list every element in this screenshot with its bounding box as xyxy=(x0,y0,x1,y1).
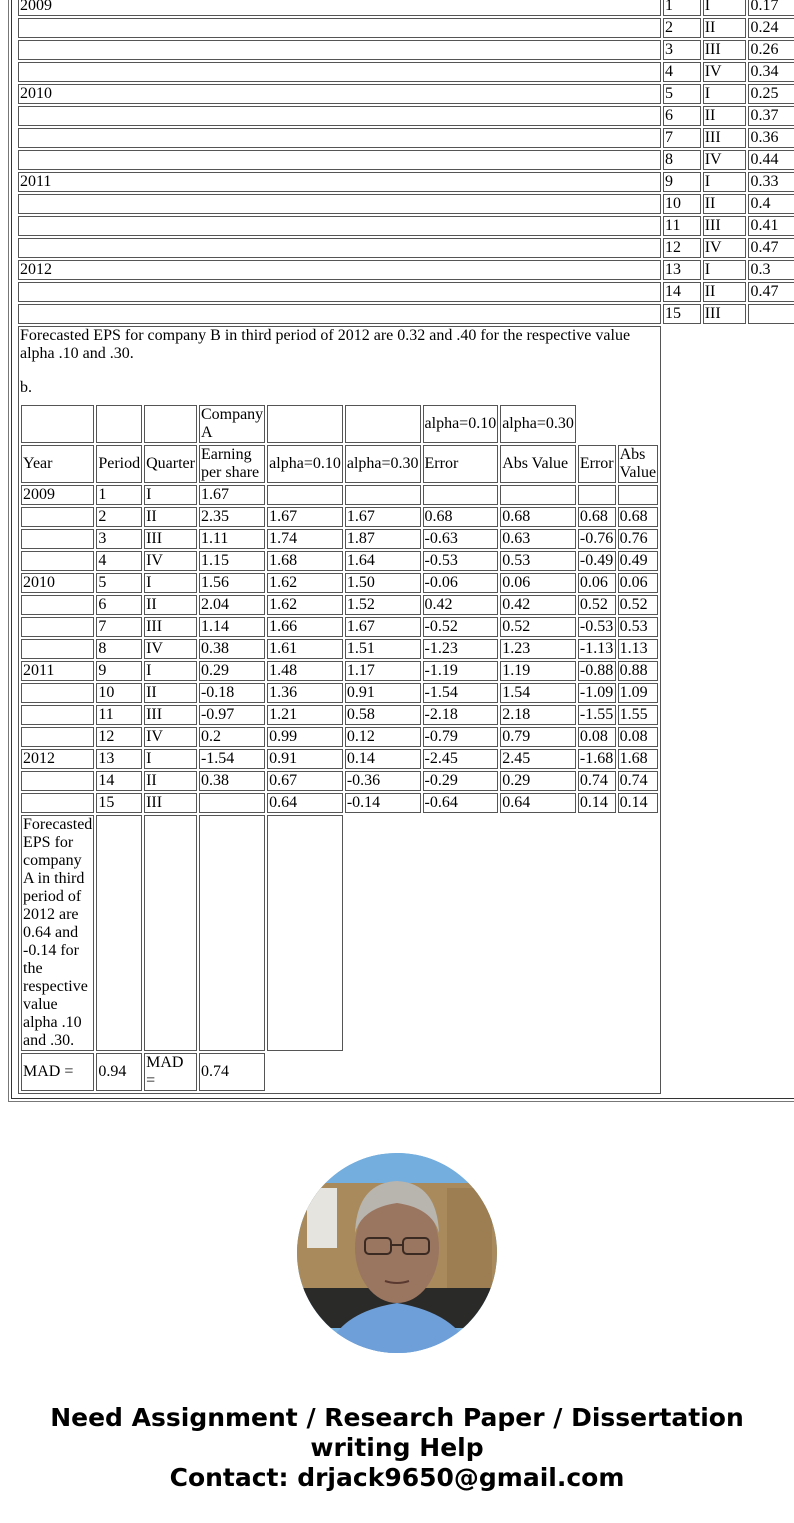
column-header-cell: Error xyxy=(578,445,616,483)
data-cell: 6 xyxy=(96,595,142,615)
data-cell: 0.42 xyxy=(500,595,576,615)
data-cell: 1.55 xyxy=(618,705,658,725)
company-a-row xyxy=(21,617,658,637)
company-a-forecast-note: Forecasted EPS for company A in third period of 2012 are 0.64 and -0.14 for the respective value alpha .10 and .30. xyxy=(23,816,93,1049)
company-a-row xyxy=(21,705,658,725)
data-cell xyxy=(21,683,94,703)
company-a-row xyxy=(21,661,658,681)
company-b-row xyxy=(18,238,794,258)
data-cell: -1.19 xyxy=(423,661,499,681)
data-cell xyxy=(21,595,94,615)
data-cell: II xyxy=(144,683,197,703)
data-cell: 0.12 xyxy=(345,727,421,747)
data-cell: 2010 xyxy=(21,573,94,593)
data-cell: 1.48 xyxy=(267,661,343,681)
data-cell: -1.68 xyxy=(578,749,616,769)
quarter-cell: III xyxy=(703,128,747,148)
data-cell: -0.88 xyxy=(578,661,616,681)
data-cell xyxy=(500,485,576,505)
company-a-row xyxy=(21,529,658,549)
mad-row xyxy=(21,1053,658,1091)
data-cell xyxy=(21,771,94,791)
data-cell: 1.66 xyxy=(267,617,343,637)
data-cell: 0.29 xyxy=(500,771,576,791)
quarter-cell: IV xyxy=(703,150,747,170)
data-cell: 0.29 xyxy=(199,661,265,681)
data-cell xyxy=(578,485,616,505)
data-cell: 2 xyxy=(96,507,142,527)
data-cell: 0.08 xyxy=(578,727,616,747)
data-cell: -0.64 xyxy=(423,793,499,813)
company-b-row xyxy=(18,40,794,60)
eps-cell: 0.3 xyxy=(748,260,794,280)
data-cell: 0.68 xyxy=(618,507,658,527)
company-a-column-header xyxy=(21,445,658,483)
eps-cell: 0.44 xyxy=(748,150,794,170)
data-cell xyxy=(618,485,658,505)
company-a-row xyxy=(21,683,658,703)
data-cell: 0.14 xyxy=(345,749,421,769)
data-cell: 0.14 xyxy=(578,793,616,813)
group-header-cell xyxy=(21,405,94,443)
data-cell: 1.68 xyxy=(618,749,658,769)
column-header-cell: alpha=0.30 xyxy=(345,445,421,483)
year-cell: 2009 xyxy=(18,0,661,16)
year-cell xyxy=(18,128,661,148)
data-cell: 0.68 xyxy=(423,507,499,527)
data-cell: 0.64 xyxy=(500,793,576,813)
company-b-row xyxy=(18,172,794,192)
data-cell: 1.14 xyxy=(199,617,265,637)
data-cell: 1.62 xyxy=(267,573,343,593)
eps-cell: 0.33 xyxy=(748,172,794,192)
data-cell: 2009 xyxy=(21,485,94,505)
column-header-cell: alpha=0.10 xyxy=(267,445,343,483)
company-a-row xyxy=(21,793,658,813)
data-cell: 0.08 xyxy=(618,727,658,747)
quarter-cell: II xyxy=(703,282,747,302)
company-b-row xyxy=(18,0,794,16)
company-a-group-header xyxy=(21,405,658,443)
company-a-note-row xyxy=(21,815,658,1051)
eps-cell: 0.4 xyxy=(748,194,794,214)
company-a-row xyxy=(21,507,658,527)
year-cell: 2010 xyxy=(18,84,661,104)
quarter-cell: III xyxy=(703,40,747,60)
data-cell: 9 xyxy=(96,661,142,681)
period-cell: 7 xyxy=(663,128,701,148)
company-b-row xyxy=(18,216,794,236)
data-cell: 0.88 xyxy=(618,661,658,681)
quarter-cell: IV xyxy=(703,62,747,82)
data-cell: IV xyxy=(144,639,197,659)
quarter-cell: IV xyxy=(703,238,747,258)
empty-cell xyxy=(144,815,197,1051)
data-cell: -1.54 xyxy=(423,683,499,703)
data-cell: -0.29 xyxy=(423,771,499,791)
data-cell: -1.23 xyxy=(423,639,499,659)
company-a-row xyxy=(21,771,658,791)
company-b-table xyxy=(16,0,794,1096)
data-cell: -0.18 xyxy=(199,683,265,703)
data-cell: 0.63 xyxy=(500,529,576,549)
quarter-cell: II xyxy=(703,18,747,38)
company-a-row xyxy=(21,485,658,505)
data-cell: 0.06 xyxy=(500,573,576,593)
data-cell: 0.53 xyxy=(618,617,658,637)
data-cell: -0.36 xyxy=(345,771,421,791)
data-cell: 1 xyxy=(96,485,142,505)
data-cell: 0.68 xyxy=(500,507,576,527)
data-cell: 1.67 xyxy=(345,507,421,527)
data-cell: 0.67 xyxy=(267,771,343,791)
mad-value: 0.94 xyxy=(96,1053,142,1091)
period-cell: 14 xyxy=(663,282,701,302)
data-cell: 0.91 xyxy=(267,749,343,769)
data-cell: 3 xyxy=(96,529,142,549)
footer-line-3: Contact: drjack9650@gmail.com xyxy=(169,1463,625,1492)
data-cell: 0.79 xyxy=(500,727,576,747)
year-cell xyxy=(18,106,661,126)
eps-cell: 0.41 xyxy=(748,216,794,236)
data-cell: -0.14 xyxy=(345,793,421,813)
quarter-cell: I xyxy=(703,84,747,104)
data-cell: 0.58 xyxy=(345,705,421,725)
data-cell: 10 xyxy=(96,683,142,703)
data-cell: 1.51 xyxy=(345,639,421,659)
data-cell: -1.54 xyxy=(199,749,265,769)
eps-cell: 0.47 xyxy=(748,282,794,302)
data-cell: 1.87 xyxy=(345,529,421,549)
quarter-cell: III xyxy=(703,304,747,324)
data-cell: 2.18 xyxy=(500,705,576,725)
data-cell: 0.38 xyxy=(199,639,265,659)
data-cell: 2011 xyxy=(21,661,94,681)
year-cell xyxy=(18,40,661,60)
column-header-cell: Period xyxy=(96,445,142,483)
column-header-cell: Year xyxy=(21,445,94,483)
year-cell xyxy=(18,216,661,236)
data-cell: 0.06 xyxy=(578,573,616,593)
data-cell: 1.23 xyxy=(500,639,576,659)
data-cell: 0.52 xyxy=(618,595,658,615)
data-cell: III xyxy=(144,617,197,637)
data-cell xyxy=(21,529,94,549)
year-cell xyxy=(18,304,661,324)
eps-cell: 0.47 xyxy=(748,238,794,258)
company-a-row xyxy=(21,595,658,615)
data-cell: 0.68 xyxy=(578,507,616,527)
period-cell: 4 xyxy=(663,62,701,82)
company-b-row xyxy=(18,128,794,148)
footer-line-1: Need Assignment / Research Paper / Dissertation xyxy=(50,1403,744,1432)
year-cell xyxy=(18,282,661,302)
data-cell: 1.11 xyxy=(199,529,265,549)
group-header-cell xyxy=(345,405,421,443)
column-header-cell: Abs Value xyxy=(500,445,576,483)
data-cell: 1.13 xyxy=(618,639,658,659)
data-cell: 1.19 xyxy=(500,661,576,681)
data-cell: 1.21 xyxy=(267,705,343,725)
data-cell: 0.91 xyxy=(345,683,421,703)
empty-cell xyxy=(267,815,343,1051)
data-cell: 15 xyxy=(96,793,142,813)
data-cell: -1.09 xyxy=(578,683,616,703)
company-a-row xyxy=(21,727,658,747)
data-cell xyxy=(21,793,94,813)
data-cell: 2012 xyxy=(21,749,94,769)
data-cell: 1.09 xyxy=(618,683,658,703)
period-cell: 1 xyxy=(663,0,701,16)
mad-label: MAD = xyxy=(144,1053,197,1091)
data-cell: 1.62 xyxy=(267,595,343,615)
mad-value: 0.74 xyxy=(199,1053,265,1091)
data-cell: 1.68 xyxy=(267,551,343,571)
period-cell: 6 xyxy=(663,106,701,126)
data-cell: 1.67 xyxy=(199,485,265,505)
data-cell: 0.49 xyxy=(618,551,658,571)
data-cell xyxy=(21,507,94,527)
data-cell: 0.2 xyxy=(199,727,265,747)
eps-cell: 0.17 xyxy=(748,0,794,16)
mad-label: MAD = xyxy=(21,1053,94,1091)
data-cell: 14 xyxy=(96,771,142,791)
data-cell: 0.52 xyxy=(500,617,576,637)
data-cell: II xyxy=(144,595,197,615)
company-a-table xyxy=(19,403,660,1093)
data-cell: 7 xyxy=(96,617,142,637)
period-cell: 11 xyxy=(663,216,701,236)
year-cell xyxy=(18,150,661,170)
data-cell xyxy=(21,639,94,659)
data-cell: 1.67 xyxy=(345,617,421,637)
data-cell: 5 xyxy=(96,573,142,593)
data-cell: 13 xyxy=(96,749,142,769)
eps-cell: 0.37 xyxy=(748,106,794,126)
data-cell: 1.74 xyxy=(267,529,343,549)
data-cell: 0.99 xyxy=(267,727,343,747)
eps-cell: 0.26 xyxy=(748,40,794,60)
outer-table-inner xyxy=(11,0,794,1099)
eps-cell: 0.36 xyxy=(748,128,794,148)
group-header-cell: alpha=0.10 xyxy=(423,405,499,443)
data-cell: 0.74 xyxy=(578,771,616,791)
data-cell: 0.53 xyxy=(500,551,576,571)
column-header-cell: Earning per share xyxy=(199,445,265,483)
company-b-row xyxy=(18,84,794,104)
period-cell: 12 xyxy=(663,238,701,258)
company-b-forecast-note: Forecasted EPS for company B in third period of 2012 are 0.32 and .40 for the respective value alpha .10 and .30. xyxy=(20,327,631,362)
data-cell: 0.14 xyxy=(618,793,658,813)
quarter-cell: II xyxy=(703,194,747,214)
data-cell: III xyxy=(144,793,197,813)
data-cell: 1.61 xyxy=(267,639,343,659)
data-cell: 1.52 xyxy=(345,595,421,615)
data-cell: II xyxy=(144,771,197,791)
quarter-cell: I xyxy=(703,172,747,192)
data-cell: -0.63 xyxy=(423,529,499,549)
company-a-row xyxy=(21,573,658,593)
data-cell: -2.45 xyxy=(423,749,499,769)
eps-cell xyxy=(748,304,794,324)
data-cell xyxy=(423,485,499,505)
footer-line-2: writing Help xyxy=(310,1433,484,1462)
company-b-row xyxy=(18,304,794,324)
period-cell: 3 xyxy=(663,40,701,60)
quarter-cell: I xyxy=(703,0,747,16)
company-a-row xyxy=(21,639,658,659)
data-cell xyxy=(21,727,94,747)
data-cell: 0.76 xyxy=(618,529,658,549)
part-b-label: b. xyxy=(20,379,32,396)
company-a-row xyxy=(21,749,658,769)
data-cell: -1.55 xyxy=(578,705,616,725)
group-header-cell xyxy=(267,405,343,443)
year-cell xyxy=(18,18,661,38)
year-cell xyxy=(18,62,661,82)
data-cell: 0.52 xyxy=(578,595,616,615)
year-cell: 2012 xyxy=(18,260,661,280)
data-cell: -0.52 xyxy=(423,617,499,637)
period-cell: 8 xyxy=(663,150,701,170)
data-cell: -1.13 xyxy=(578,639,616,659)
data-cell: 1.15 xyxy=(199,551,265,571)
data-cell: -0.53 xyxy=(578,617,616,637)
company-b-row xyxy=(18,18,794,38)
data-cell: 12 xyxy=(96,727,142,747)
data-cell xyxy=(21,617,94,637)
data-cell: I xyxy=(144,661,197,681)
company-b-note-cell xyxy=(18,326,661,1094)
eps-cell: 0.34 xyxy=(748,62,794,82)
data-cell: -0.76 xyxy=(578,529,616,549)
data-cell: 1.36 xyxy=(267,683,343,703)
company-a-row xyxy=(21,551,658,571)
company-b-row xyxy=(18,282,794,302)
data-cell: 1.67 xyxy=(267,507,343,527)
data-cell: I xyxy=(144,485,197,505)
data-cell: -0.79 xyxy=(423,727,499,747)
eps-cell: 0.24 xyxy=(748,18,794,38)
company-b-row xyxy=(18,62,794,82)
data-cell xyxy=(21,705,94,725)
group-header-cell xyxy=(96,405,142,443)
data-cell: III xyxy=(144,529,197,549)
eps-cell: 0.25 xyxy=(748,84,794,104)
author-avatar xyxy=(297,1153,497,1353)
company-b-row xyxy=(18,150,794,170)
data-cell xyxy=(345,485,421,505)
empty-cell xyxy=(199,815,265,1051)
data-cell: -0.06 xyxy=(423,573,499,593)
data-cell: 1.54 xyxy=(500,683,576,703)
period-cell: 9 xyxy=(663,172,701,192)
quarter-cell: II xyxy=(703,106,747,126)
column-header-cell: Quarter xyxy=(144,445,197,483)
data-cell: I xyxy=(144,749,197,769)
outer-table xyxy=(8,0,794,1102)
data-cell: 0.64 xyxy=(267,793,343,813)
data-cell: I xyxy=(144,573,197,593)
data-cell: 8 xyxy=(96,639,142,659)
data-cell: -0.97 xyxy=(199,705,265,725)
column-header-cell: Abs Value xyxy=(619,446,657,481)
year-cell xyxy=(18,238,661,258)
group-header-cell: Company A xyxy=(200,406,264,441)
data-cell: -0.49 xyxy=(578,551,616,571)
author-photo-icon xyxy=(297,1153,497,1353)
data-cell: 11 xyxy=(96,705,142,725)
data-cell: 2.04 xyxy=(199,595,265,615)
data-cell xyxy=(21,551,94,571)
data-cell: 0.74 xyxy=(618,771,658,791)
period-cell: 13 xyxy=(663,260,701,280)
data-cell: III xyxy=(144,705,197,725)
data-cell: -2.18 xyxy=(423,705,499,725)
data-cell: 0.42 xyxy=(423,595,499,615)
data-cell: 1.56 xyxy=(199,573,265,593)
empty-cell xyxy=(96,815,142,1051)
data-cell: -0.53 xyxy=(423,551,499,571)
data-cell: 1.50 xyxy=(345,573,421,593)
column-header-cell: Error xyxy=(423,445,499,483)
data-cell xyxy=(267,485,343,505)
year-cell: 2011 xyxy=(18,172,661,192)
period-cell: 5 xyxy=(663,84,701,104)
quarter-cell: III xyxy=(703,216,747,236)
data-cell: 2.45 xyxy=(500,749,576,769)
company-b-row xyxy=(18,260,794,280)
data-cell: 2.35 xyxy=(199,507,265,527)
company-b-row xyxy=(18,194,794,214)
data-cell xyxy=(199,793,265,813)
quarter-cell: I xyxy=(703,260,747,280)
group-header-cell xyxy=(144,405,197,443)
data-cell: 1.64 xyxy=(345,551,421,571)
period-cell: 2 xyxy=(663,18,701,38)
data-cell: II xyxy=(144,507,197,527)
period-cell: 15 xyxy=(663,304,701,324)
group-header-cell: alpha=0.30 xyxy=(500,405,576,443)
company-b-row xyxy=(18,106,794,126)
data-cell: IV xyxy=(144,551,197,571)
data-cell: 1.17 xyxy=(345,661,421,681)
data-cell: 0.38 xyxy=(199,771,265,791)
period-cell: 10 xyxy=(663,194,701,214)
data-cell: 0.06 xyxy=(618,573,658,593)
data-cell: 4 xyxy=(96,551,142,571)
contact-footer xyxy=(0,1403,794,1493)
data-cell: IV xyxy=(144,727,197,747)
year-cell xyxy=(18,194,661,214)
